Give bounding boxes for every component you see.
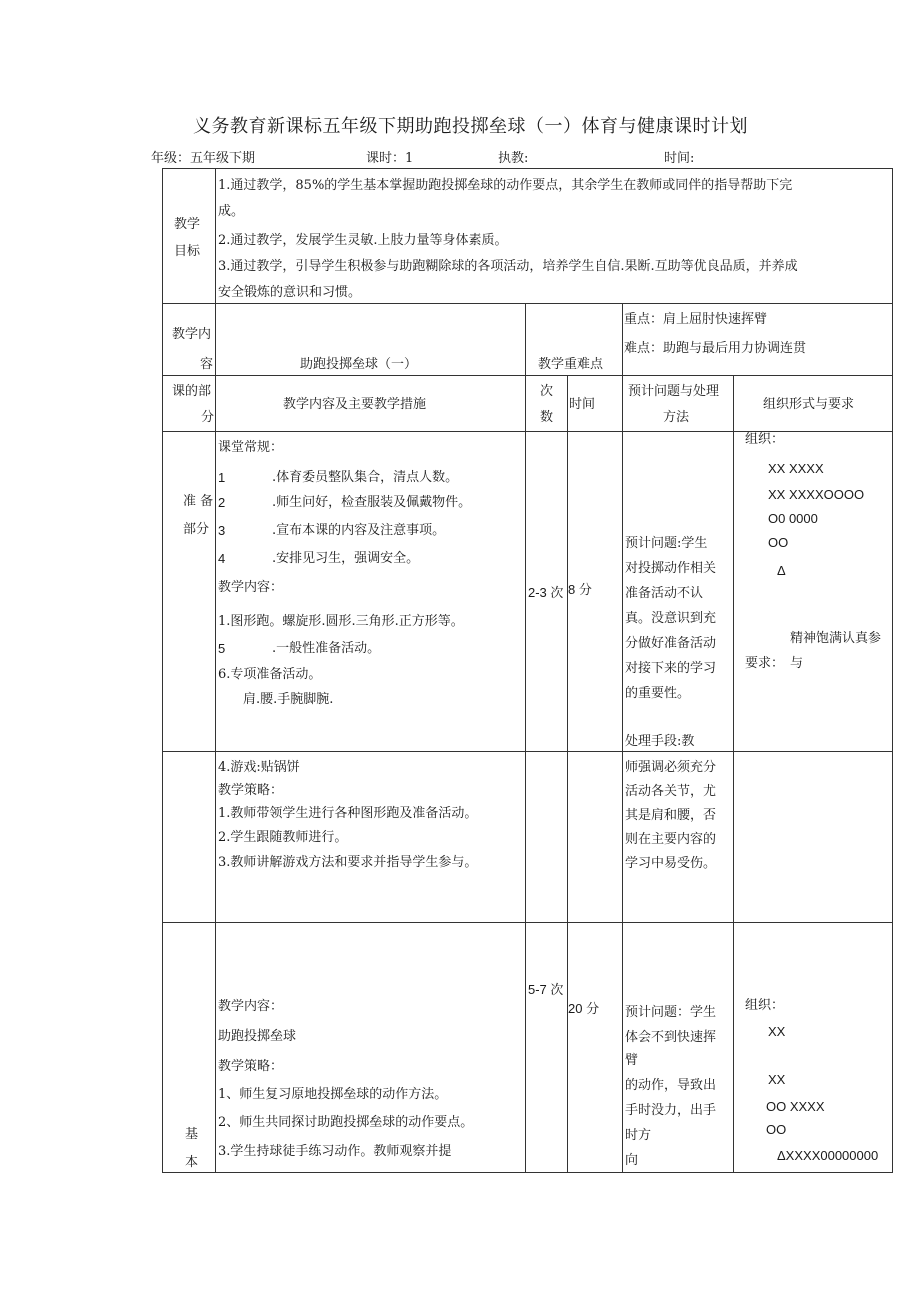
basic-problem-line: 时方 bbox=[625, 1128, 652, 1143]
basic-time: 20 分 bbox=[568, 1001, 600, 1016]
prep2-line: 教学策略： bbox=[218, 783, 284, 798]
routine-num: 3 bbox=[218, 523, 226, 538]
header-organization: 组织形式与要求 bbox=[763, 397, 855, 412]
objective-line: 成。 bbox=[218, 204, 245, 219]
objectives-label-1: 教学 bbox=[174, 217, 201, 232]
prep-handling: 处理手段:教 bbox=[625, 734, 695, 749]
difficulty-label: 教学重难点 bbox=[538, 357, 604, 372]
prep-problem-line: 对投掷动作相关 bbox=[625, 561, 717, 576]
basic-formation-row: OO XXXX bbox=[766, 1099, 825, 1114]
routine-text: .体育委员整队集合，清点人数。 bbox=[272, 470, 459, 485]
prep2-handling-line: 则在主要内容的 bbox=[625, 832, 717, 847]
basic-org-title: 组织： bbox=[745, 998, 785, 1013]
meta-time: 时间: bbox=[664, 151, 695, 166]
header-part-1: 课的部 bbox=[172, 384, 212, 399]
page-title: 义务教育新课标五年级下期助跑投掷垒球（一）体育与健康课时计划 bbox=[193, 116, 748, 137]
prep-item: 1.图形跑。螺旋形.圆形.三角形.正方形等。 bbox=[218, 614, 464, 629]
prep-item-sub: 肩.腰.手腕脚腕. bbox=[243, 692, 334, 707]
prep-item: .一般性准备活动。 bbox=[272, 641, 381, 656]
prep2-line: 2.学生跟随教师进行。 bbox=[218, 830, 348, 845]
prep2-handling-line: 其是肩和腰，否 bbox=[625, 808, 717, 823]
formation-row: O0 0000 bbox=[768, 511, 818, 526]
routine-text: .宣布本课的内容及注意事项。 bbox=[272, 523, 446, 538]
basic-formation-row: XX bbox=[768, 1072, 786, 1087]
formation-row: OO bbox=[768, 535, 789, 550]
routine-num: 2 bbox=[218, 495, 226, 510]
prep-problem-line: 的重要性。 bbox=[625, 686, 691, 701]
lesson-content: 助跑投掷垒球（一） bbox=[300, 357, 418, 372]
basic-count: 5-7 次 bbox=[528, 982, 564, 997]
prep-problem-line: 分做好准备活动 bbox=[625, 636, 717, 651]
objective-line: 3.通过教学，引导学生积极参与助跑糊除球的各项活动，培养学生自信.果断.互助等优良品质，并养成 bbox=[218, 259, 798, 274]
basic-formation-row: OO bbox=[766, 1122, 787, 1137]
prep-requirement-end: 与 bbox=[790, 656, 804, 671]
prep2-line: 4.游戏:贴锅饼 bbox=[218, 760, 300, 775]
prep-problem-line: 真。没意识到充 bbox=[625, 611, 717, 626]
header-measures: 教学内容及主要教学措施 bbox=[283, 397, 427, 412]
basic-label-2: 本 bbox=[185, 1155, 199, 1170]
prep-item: 6.专项准备活动。 bbox=[218, 667, 322, 682]
objective-line: 安全锻炼的意识和习惯。 bbox=[218, 285, 362, 300]
teacher-marker: Δ bbox=[777, 563, 786, 578]
basic-problem-line: 手时没力，出手 bbox=[625, 1103, 717, 1118]
routine-num: 1 bbox=[218, 470, 226, 485]
formation-row: XX XXXX bbox=[768, 461, 824, 476]
header-count-1: 次 bbox=[540, 384, 554, 399]
routine-text: .安排见习生，强调安全。 bbox=[272, 551, 420, 566]
content-label-1: 教学内 bbox=[172, 327, 212, 342]
routine-num: 4 bbox=[218, 551, 226, 566]
content-label-2: 容 bbox=[200, 357, 214, 372]
difficult-point: 难点：助跑与最后用力协调连贯 bbox=[624, 341, 807, 356]
basic-line: 3.学生持球徒手练习动作。教师观察并提 bbox=[218, 1144, 452, 1159]
basic-formation-row: ΔXXXX00000000 bbox=[777, 1148, 879, 1163]
header-time: 时间 bbox=[569, 397, 596, 412]
prep-requirement: 精神饱满认真参 bbox=[790, 631, 882, 646]
objective-line: 2.通过教学，发展学生灵敏.上肢力量等身体素质。 bbox=[218, 233, 508, 248]
prep-problem-line: 预计问题:学生 bbox=[625, 536, 708, 551]
basic-problem-line: 的动作，导致出 bbox=[625, 1078, 717, 1093]
basic-formation-row: XX bbox=[768, 1024, 786, 1039]
basic-label-1: 基 bbox=[185, 1127, 199, 1142]
header-count-2: 数 bbox=[540, 410, 554, 425]
prep-problem-line: 对接下来的学习 bbox=[625, 661, 717, 676]
prep-content-title: 教学内容： bbox=[218, 580, 284, 595]
header-problems-2: 方法 bbox=[663, 410, 690, 425]
key-point: 重点：肩上屈肘快速挥臂 bbox=[624, 312, 768, 327]
prep2-line: 1.教师带领学生进行各种图形跑及准备活动。 bbox=[218, 806, 478, 821]
prep-problem-line: 准备活动不认 bbox=[625, 586, 704, 601]
prep-count: 2-3 次 bbox=[528, 585, 564, 600]
basic-problem-line: 向 bbox=[625, 1153, 639, 1168]
header-problems-1: 预计问题与处理 bbox=[628, 384, 720, 399]
prep-org-title: 组织： bbox=[745, 432, 785, 447]
basic-problem-line: 预计问题：学生 bbox=[625, 1005, 717, 1020]
prep2-handling-line: 学习中易受伤。 bbox=[625, 856, 717, 871]
prep-requirement-label: 要求： bbox=[745, 656, 785, 671]
basic-line: 教学策略： bbox=[218, 1059, 284, 1074]
meta-period: 课时：1 bbox=[366, 151, 414, 166]
formation-row: XX XXXXOOOO bbox=[768, 487, 865, 502]
basic-problem-line: 体会不到快速挥 bbox=[625, 1030, 717, 1045]
prep-time: 8 分 bbox=[568, 582, 592, 597]
basic-line: 1、师生复习原地投掷垒球的动作方法。 bbox=[218, 1087, 448, 1102]
routine-title: 课堂常规： bbox=[218, 440, 284, 455]
prep-item-num: 5 bbox=[218, 641, 226, 656]
basic-line: 2、师生共同探讨助跑投掷垒球的动作要点。 bbox=[218, 1115, 474, 1130]
prep-label-1: 准 备 bbox=[183, 494, 214, 509]
routine-text: .师生问好，检查服装及佩戴物件。 bbox=[272, 495, 472, 510]
meta-teacher: 执教: bbox=[498, 151, 529, 166]
header-part-2: 分 bbox=[201, 410, 215, 425]
prep-label-2: 部分 bbox=[183, 522, 210, 537]
prep2-handling-line: 活动各关节，尤 bbox=[625, 784, 717, 799]
prep2-line: 3.教师讲解游戏方法和要求并指导学生参与。 bbox=[218, 855, 478, 870]
basic-problem-line: 臂 bbox=[625, 1053, 639, 1068]
meta-grade: 年级：五年级下期 bbox=[151, 151, 256, 166]
basic-line: 教学内容： bbox=[218, 999, 284, 1014]
basic-line: 助跑投掷垒球 bbox=[218, 1029, 297, 1044]
objectives-label-2: 目标 bbox=[174, 244, 201, 259]
prep2-handling-line: 师强调必须充分 bbox=[625, 760, 717, 775]
objective-line: 1.通过教学，85%的学生基本掌握助跑投掷垒球的动作要点，其余学生在教师或同伴的指导帮助下完 bbox=[218, 178, 793, 193]
